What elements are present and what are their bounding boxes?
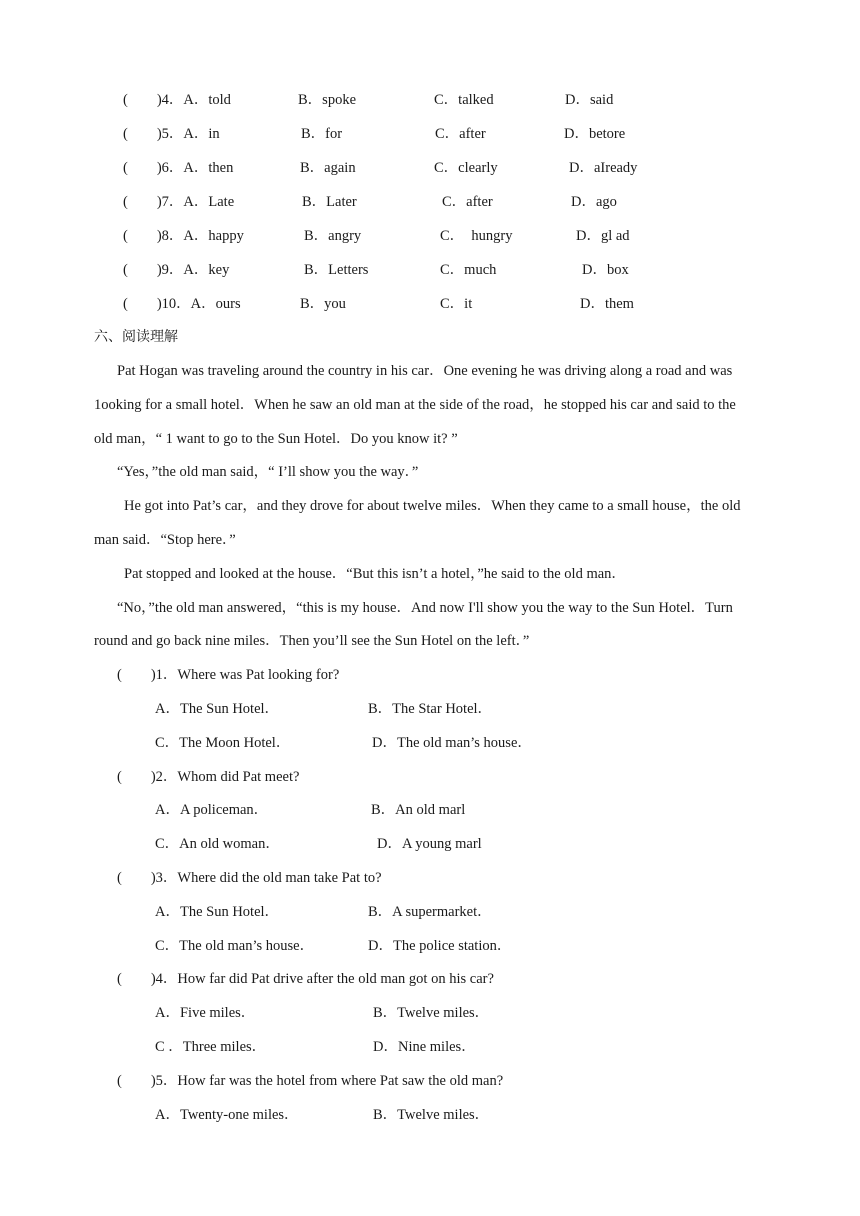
option-d: D．The old man’s house．	[372, 735, 532, 751]
question-options-row	[0, 1004, 860, 1022]
passage-line: Pat stopped and looked at the house．“But this isn’t a hotel，”he said to the old man．	[124, 566, 626, 582]
cloze-row	[0, 159, 860, 177]
passage-line: 1ooking for a small hotel．When he saw an old man at the side of the road，he stopped his car and said to the	[94, 397, 736, 413]
question-options-row	[0, 700, 860, 718]
question-stem: ( )5．How far was the hotel from where Pat saw the old man?	[117, 1073, 504, 1089]
question-options-row	[0, 937, 860, 955]
cloze-option-c: C．after	[435, 126, 486, 142]
cloze-num-a: ( )6．A．then	[123, 160, 234, 176]
option-b: B．An old marl	[371, 802, 466, 818]
option-d: D．The police station．	[368, 938, 512, 954]
cloze-option-c: C．talked	[434, 92, 494, 108]
option-a: A．Five miles．	[155, 1005, 256, 1021]
question-options-row	[0, 734, 860, 752]
cloze-option-d: D．box	[582, 262, 629, 278]
cloze-row	[0, 91, 860, 109]
cloze-row	[0, 193, 860, 211]
option-b: B．Twelve miles．	[373, 1107, 490, 1123]
cloze-option-d: D．them	[580, 296, 634, 312]
question-stem: ( )2．Whom did Pat meet?	[117, 769, 300, 785]
cloze-option-d: D．ago	[571, 194, 617, 210]
cloze-option-b: B．spoke	[298, 92, 356, 108]
passage-line: Pat Hogan was traveling around the country in his car．One evening he was driving along a road and was	[117, 363, 733, 379]
option-c: C．The Moon Hotel．	[155, 735, 291, 751]
cloze-row	[0, 227, 860, 245]
cloze-option-d: D．gl ad	[576, 228, 630, 244]
passage-line: He got into Pat’s car，and they drove for about twelve miles．When they came to a small house，the old	[124, 498, 741, 514]
section-title: 六、阅读理解	[94, 329, 178, 345]
cloze-row	[0, 295, 860, 313]
option-b: B．Twelve miles．	[373, 1005, 490, 1021]
passage-line: “Yes，”the old man said，“ I’ll show you the way．”	[117, 464, 419, 480]
option-a: A．The Sun Hotel．	[155, 701, 280, 717]
cloze-option-c: C．after	[442, 194, 493, 210]
passage-line: round and go back nine miles．Then you’ll see the Sun Hotel on the left．”	[94, 633, 530, 649]
question-stem: ( )4．How far did Pat drive after the old man got on his car?	[117, 971, 494, 987]
passage-line: man said．“Stop here．”	[94, 532, 236, 548]
option-a: A．The Sun Hotel．	[155, 904, 280, 920]
cloze-option-b: B．again	[300, 160, 356, 176]
cloze-row	[0, 125, 860, 143]
option-d: D．A young marl	[377, 836, 482, 852]
cloze-option-d: D．aIready	[569, 160, 638, 176]
option-c: C ．Three miles．	[155, 1039, 267, 1055]
option-b: B．The Star Hotel．	[368, 701, 493, 717]
cloze-option-c: C． hungry	[440, 228, 513, 244]
cloze-option-d: D．betore	[564, 126, 626, 142]
cloze-option-b: B．you	[300, 296, 346, 312]
cloze-num-a: ( )9．A．key	[123, 262, 230, 278]
cloze-option-b: B．Letters	[304, 262, 369, 278]
passage-line: old man，“ 1 want to go to the Sun Hotel．Do you know it? ”	[94, 431, 458, 447]
option-d: D．Nine miles．	[373, 1039, 476, 1055]
passage-line: “No，”the old man answered，“this is my house．And now I'll show you the way to the Sun Hotel．Turn	[117, 600, 733, 616]
cloze-num-a: ( )4．A．told	[123, 92, 231, 108]
cloze-option-c: C．much	[440, 262, 497, 278]
option-c: C．An old woman．	[155, 836, 280, 852]
cloze-num-a: ( )7．A．Late	[123, 194, 235, 210]
cloze-row	[0, 261, 860, 279]
cloze-option-b: B．for	[301, 126, 343, 142]
option-b: B．A supermarket．	[368, 904, 492, 920]
cloze-num-a: ( )10．A．ours	[123, 296, 241, 312]
question-stem: ( )1．Where was Pat looking for?	[117, 667, 340, 683]
question-options-row	[0, 1106, 860, 1124]
question-options-row	[0, 903, 860, 921]
cloze-option-b: B．Later	[302, 194, 357, 210]
cloze-num-a: ( )5．A．in	[123, 126, 220, 142]
cloze-option-c: C．it	[440, 296, 473, 312]
option-a: A．A policeman．	[155, 802, 269, 818]
option-c: C．The old man’s house．	[155, 938, 315, 954]
cloze-num-a: ( )8．A．happy	[123, 228, 244, 244]
question-options-row	[0, 835, 860, 853]
question-stem: ( )3．Where did the old man take Pat to?	[117, 870, 382, 886]
cloze-option-b: B．angry	[304, 228, 362, 244]
cloze-option-c: C．clearly	[434, 160, 498, 176]
cloze-option-d: D．said	[565, 92, 614, 108]
question-options-row	[0, 1038, 860, 1056]
option-a: A．Twenty-one miles．	[155, 1107, 299, 1123]
question-options-row	[0, 801, 860, 819]
